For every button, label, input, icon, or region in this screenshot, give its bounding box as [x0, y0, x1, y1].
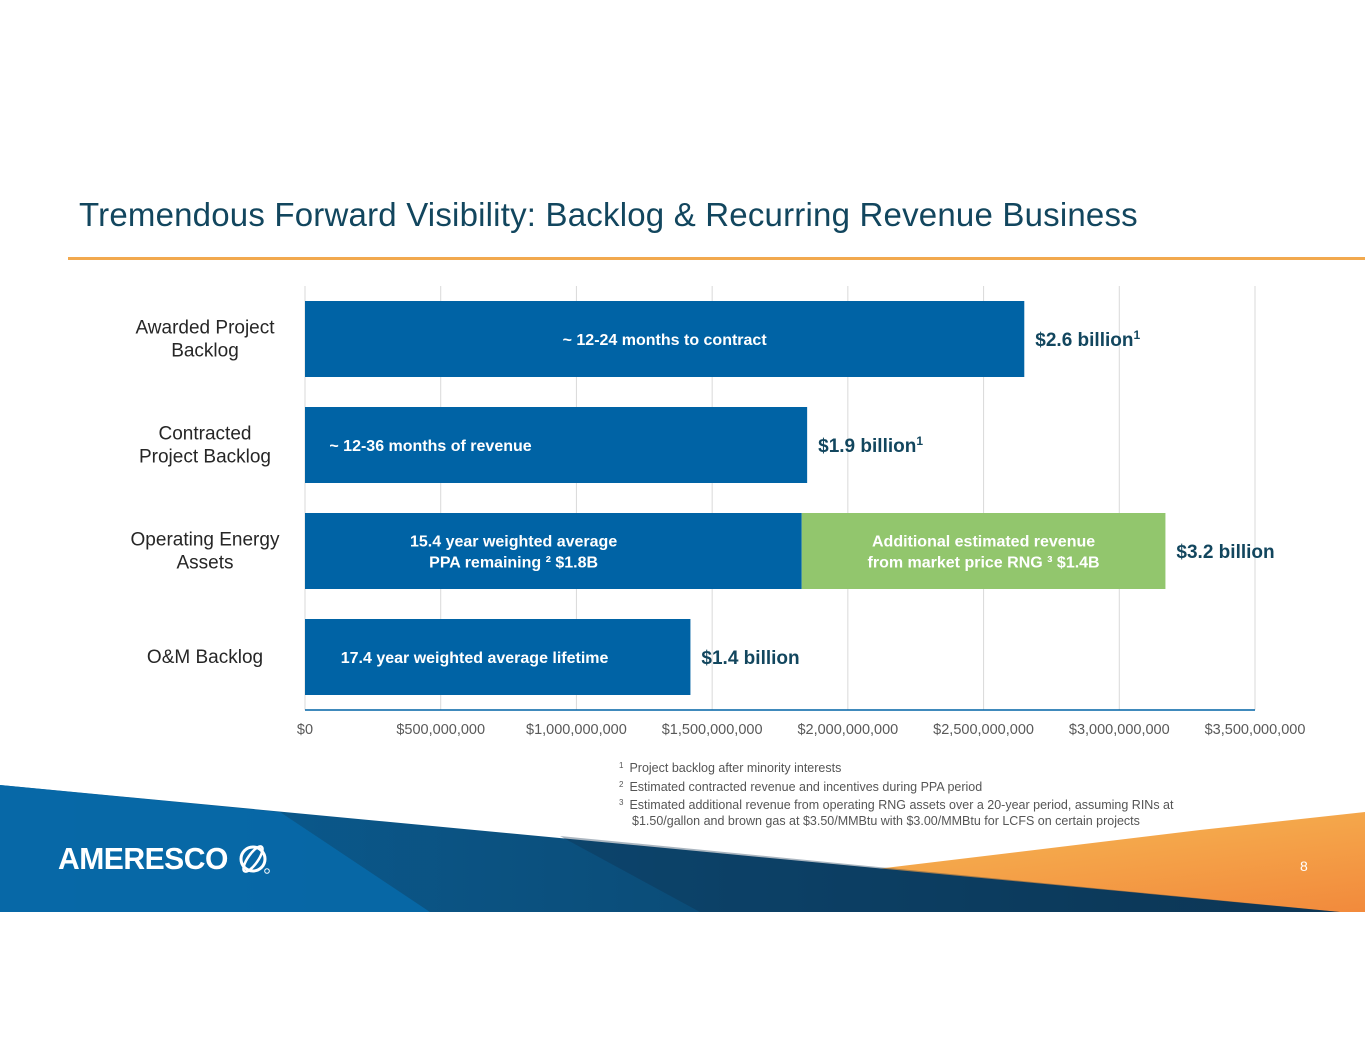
- category-label: O&M Backlog: [146, 647, 264, 668]
- bar-label: 17.4 year weighted average lifetime: [340, 650, 609, 667]
- x-tick-label: $2,500,000,000: [933, 722, 1034, 738]
- x-tick-label: $1,500,000,000: [661, 722, 763, 738]
- bar-label: Additional estimated revenue from market price RNG ³ $1.4B: [867, 533, 1100, 572]
- slide-title: Tremendous Forward Visibility: Backlog & Recurring Revenue Business: [79, 196, 1138, 233]
- bar-segment: [802, 513, 1166, 589]
- footnote-2: $^2$ Estimated contracted revenue and incentives during PPA period: [619, 779, 983, 794]
- category-label: Awarded Project Backlog: [135, 317, 275, 362]
- category-label: Contracted Project Backlog: [138, 423, 272, 468]
- total-value-label: $1.4 billion: [701, 648, 800, 669]
- logo-wordmark: AMERESCO: [58, 841, 228, 876]
- bar-label: 15.4 year weighted average PPA remaining ² $1.8B: [410, 533, 618, 572]
- page-number: 8: [1300, 858, 1308, 874]
- footnote-3: $^3$ Estimated additional revenue from operating RNG assets over a 20-year period, assuming RINs at: [619, 798, 1174, 812]
- footnote-3-continued: $1.50/gallon and brown gas at $3.50/MMBtu with $3.00/MMBtu for LCFS on certain projects: [632, 813, 1140, 828]
- x-tick-label: $2,000,000,000: [797, 722, 899, 738]
- x-tick-label: $500,000,000: [396, 722, 486, 738]
- globe-mark-icon: [237, 840, 271, 878]
- bar-label: ~ 12-36 months of revenue: [329, 438, 532, 455]
- x-tick-label: $3,000,000,000: [1068, 722, 1170, 738]
- x-tick-label: $0: [296, 722, 314, 738]
- category-label: Operating Energy Assets: [130, 529, 280, 574]
- bar-segment: [305, 513, 802, 589]
- footnote-1: $^1$ Project backlog after minority interests: [619, 761, 842, 775]
- x-tick-label: $1,000,000,000: [526, 722, 627, 738]
- ameresco-logo: [58, 840, 271, 878]
- total-value-label: $1.9 billion$^1$: [818, 434, 924, 457]
- x-tick-label: $3,500,000,000: [1204, 722, 1306, 738]
- total-value-label: $3.2 billion: [1176, 542, 1275, 563]
- bar-label: ~ 12-24 months to contract: [562, 332, 767, 349]
- total-value-label: $2.6 billion$^1$: [1035, 328, 1141, 351]
